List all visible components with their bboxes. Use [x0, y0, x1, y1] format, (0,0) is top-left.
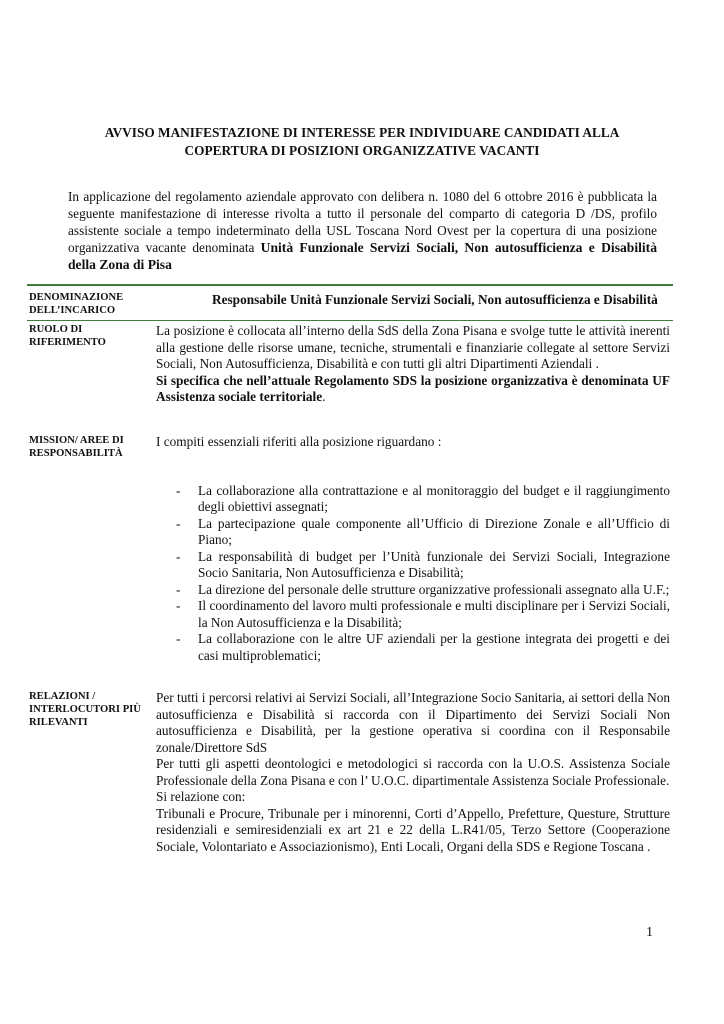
row-ruolo: [27, 320, 673, 433]
relazioni-p2: Per tutti gli aspetti deontologici e metodologici si raccorda con la U.O.S. Assistenza Sociale Professionale della Zona Pisana e con l’ U.O.C. dipartimentale Assistenza Sociale Professionale.: [156, 756, 670, 788]
relazioni-p4: Tribunali e Procure, Tribunale per i minorenni, Corti d’Appello, Prefetture, Questure, Strutture residenziali e semiresidenziali ex art 21 e 22 della L.R41/05, Terzo Settore (Cooperazione Sociale, Volontariato e Associazionismo), Enti Locali, Organi della SDS e Regione Toscana .: [156, 805, 670, 854]
label-mission: MISSION/ AREE DI RESPONSABILITÀ: [29, 435, 124, 459]
list-item: - La direzione del personale delle strutture organizzative professionali assegnato alla U.F.;: [176, 581, 670, 597]
title-line-2: COPERTURA DI POSIZIONI ORGANIZZATIVE VACANTI: [184, 143, 540, 158]
row-denominazione: [27, 284, 673, 320]
ruolo-text: La posizione è collocata all’interno della SdS della Zona Pisana e svolge tutte le attività inerenti alla gestione delle risorse umane, tecniche, strumentali e finanziarie collegate al settore Servizi Sociali, Non Autosufficienza, Disabilità e con tutti gli altri Dipartimenti Aziendali .: [156, 323, 670, 371]
dash-marker: -: [176, 631, 181, 646]
dash-marker: -: [176, 515, 181, 531]
list-item: - La collaborazione con le altre UF aziendali per la gestione integrata dei progetti e dei casi multiproblematici;: [176, 631, 670, 663]
page-number: 1: [646, 925, 653, 940]
dash-marker: -: [176, 581, 181, 597]
list-item: - Il coordinamento del lavoro multi professionale e multi disciplinare per i Servizi Sociali, la Non Autosufficienza e la Disabilità;: [176, 598, 670, 630]
value-denominazione: Responsabile Unità Funzionale Servizi Sociali, Non autosufficienza e Disabilità: [212, 292, 658, 307]
list-item: - La partecipazione quale componente all’Ufficio di Direzione Zonale e all’Ufficio di Piano;: [176, 515, 670, 547]
list-item: - La responsabilità di budget per l’Unità funzionale dei Servizi Sociali, Integrazione Socio Sanitaria, Non Autosufficienza e Disabilità;: [176, 548, 670, 580]
label-relazioni: RELAZIONI / INTERLOCUTORI PIÙ RILEVANTI: [29, 691, 141, 728]
row-relazioni: [27, 688, 673, 898]
content-ruolo: [156, 323, 670, 406]
label-denominazione: DENOMINAZIONE DELL’INCARICO: [29, 292, 124, 316]
content-relazioni: [156, 690, 670, 855]
label-ruolo: RUOLO DI RIFERIMENTO: [29, 324, 106, 348]
list-item: - La collaborazione alla contrattazione e al monitoraggio del budget e il raggiungimento degli obiettivi assegnati;: [176, 482, 670, 514]
relazioni-p3: Si relazione con:: [156, 789, 246, 804]
mission-list: [156, 483, 670, 665]
dash-marker: -: [176, 482, 181, 498]
row-mission: [27, 434, 673, 679]
dash-marker: -: [176, 598, 181, 613]
relazioni-p1: Per tutti i percorsi relativi ai Servizi Sociali, all’Integrazione Socio Sanitaria, ai settori della Non autosufficienza e Disabilità si raccorda con il Dipartimento dei Servizi Sociali Non autosufficienza e Disabilità, per la gestione operativa si coordina con il Responsabile zonale/Direttore SdS: [156, 690, 670, 755]
ruolo-bold-tail: .: [322, 389, 326, 404]
intro-paragraph: [68, 188, 657, 273]
title-line-1: AVVISO MANIFESTAZIONE DI INTERESSE PER INDIVIDUARE CANDIDATI ALLA: [104, 125, 620, 140]
intro-bold-unit: Unità Funzionale Servizi Sociali, Non autosufficienza e Disabilità della Zona di Pisa: [68, 240, 657, 272]
ruolo-bold-text: Si specifica che nell’attuale Regolamento SDS la posizione organizzativa è denominata UF Assistenza sociale territoriale: [156, 372, 670, 404]
document-title: [70, 124, 654, 160]
ruolo-bold-note: [156, 373, 670, 406]
dash-marker: -: [176, 548, 181, 564]
mission-intro: I compiti essenziali riferiti alla posizione riguardano :: [156, 434, 442, 449]
intro-text: In applicazione del regolamento aziendale approvato con delibera n. 1080 del 6 ottobre 2016 è pubblicata la seguente manifestazione di interesse rivolta a tutto il personale del comparto di categoria D /DS, profilo assistente sociale a tempo indeterminato della USL Toscana Nord Ovest per la copertura di una posizione organizzativa vacante denominata: [68, 189, 657, 255]
content-mission: [156, 434, 670, 664]
